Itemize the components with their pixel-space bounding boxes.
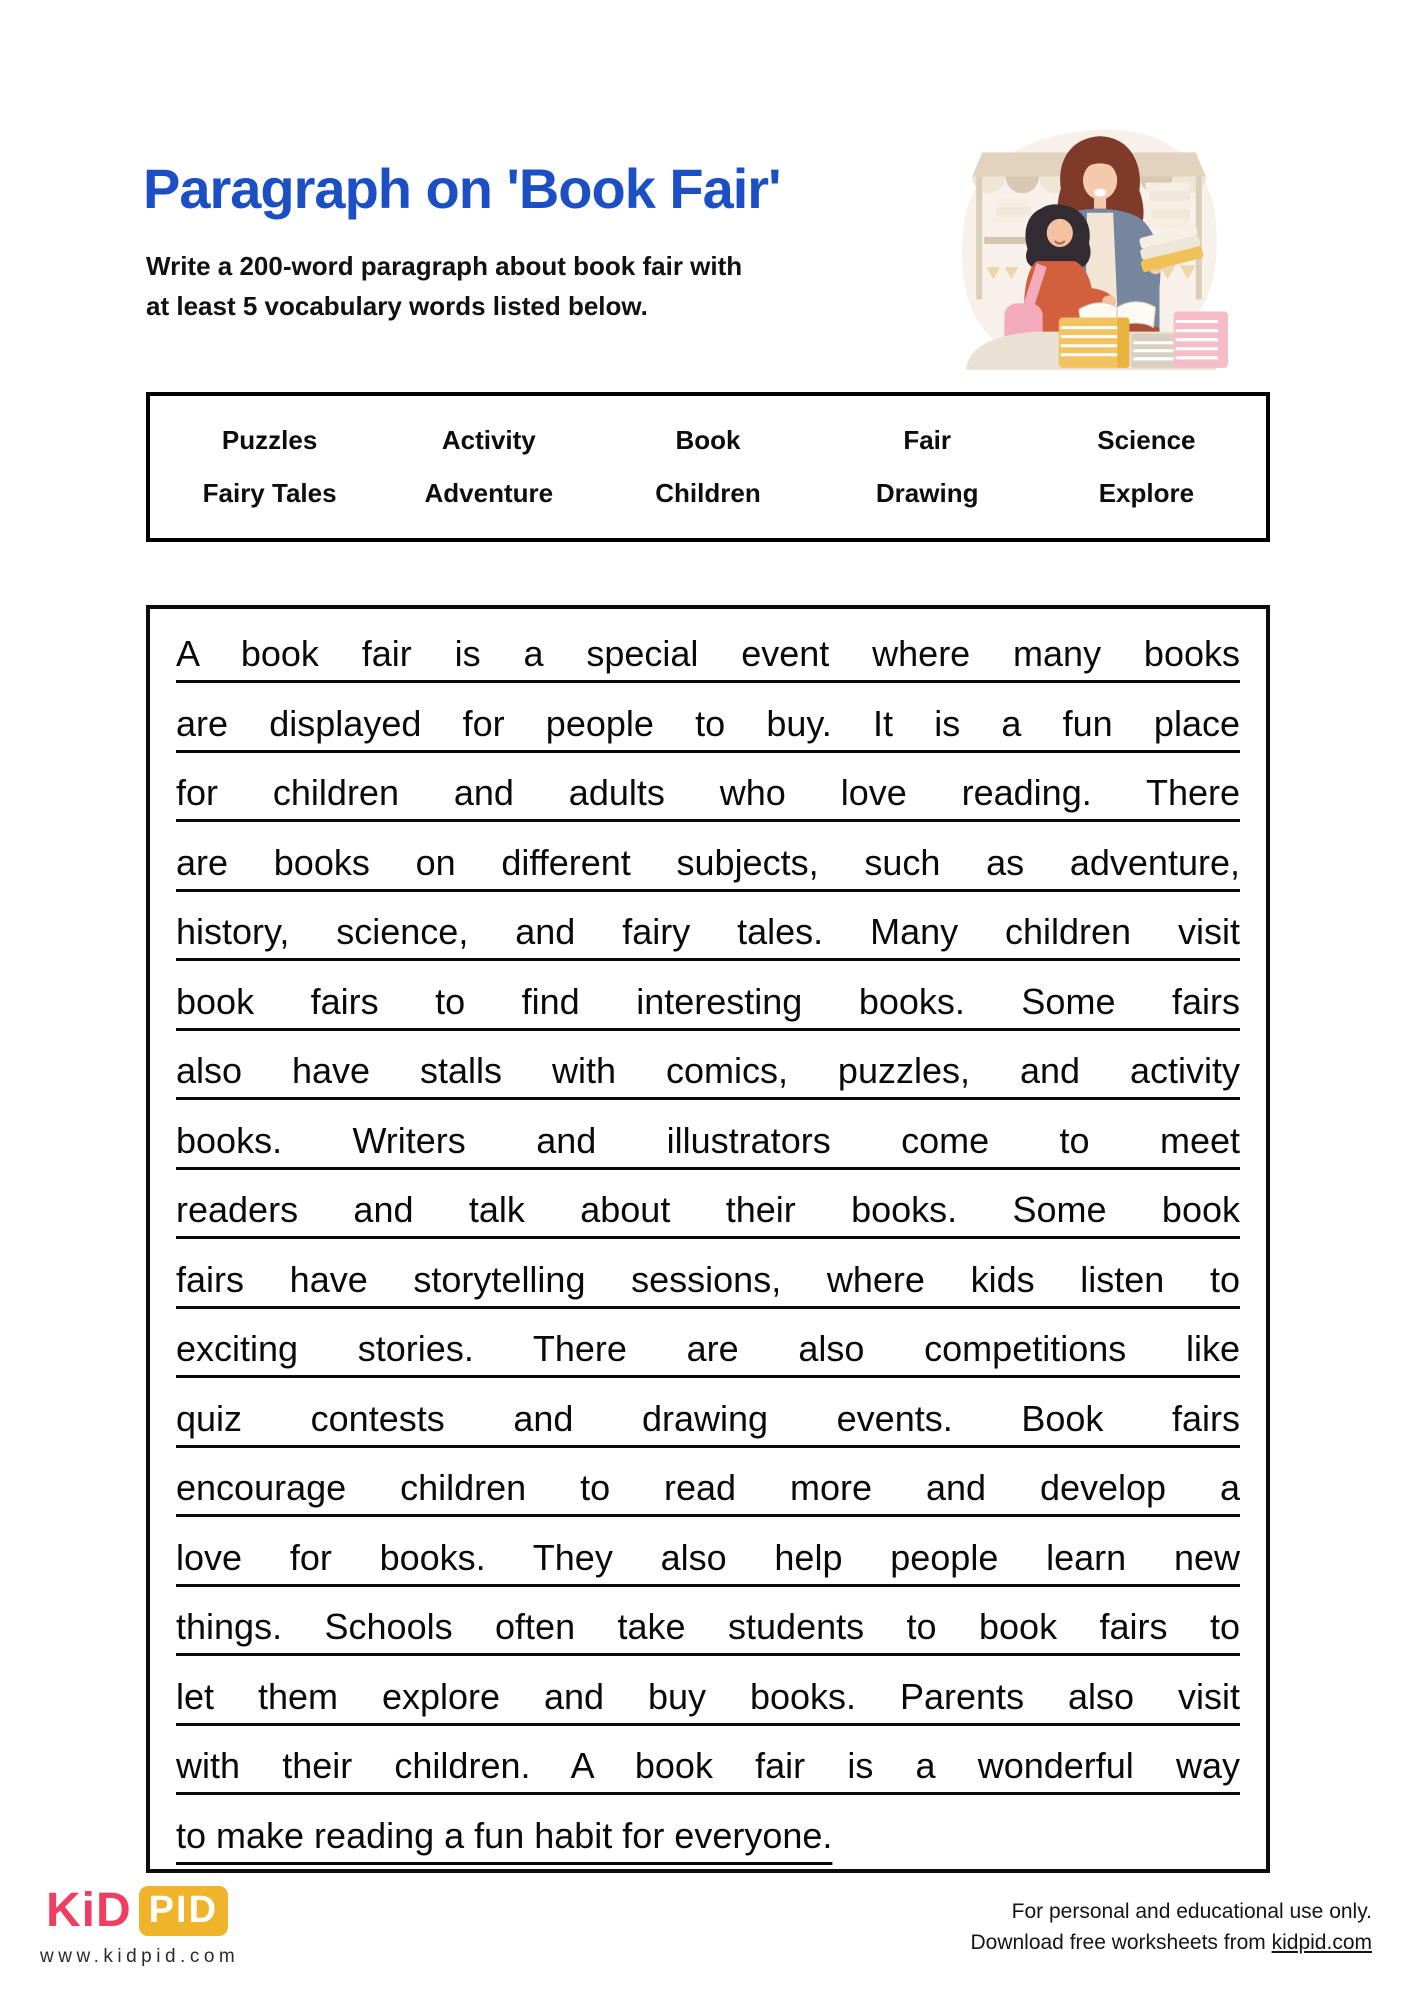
kidpid-logo	[46, 1886, 228, 1936]
paragraph-line: encourage children to read more and develop a	[176, 1467, 1240, 1508]
paragraph-line: exciting stories. There are also competitions like	[176, 1328, 1240, 1369]
vocabulary-row-2	[160, 478, 1256, 509]
vocabulary-box	[146, 392, 1270, 542]
yellow-book-stack	[1059, 318, 1130, 368]
book-fair-illustration	[948, 118, 1230, 370]
usage-notice-line-2	[970, 1927, 1372, 1958]
paragraph-line: book fairs to find interesting books. Some fairs	[176, 980, 1240, 1022]
paragraph-line: are books on different subjects, such as adventure,	[176, 841, 1240, 883]
usage-notice-line-2-text: Download free worksheets from	[970, 1931, 1272, 1954]
paragraph-line: love for books. They also help people learn new	[176, 1536, 1240, 1578]
vocabulary-word: Fair	[903, 424, 952, 455]
logo-website-url: www.kidpid.com	[40, 1946, 240, 1967]
paragraph-line: also have stalls with comics, puzzles, and activity	[176, 1050, 1240, 1091]
vocabulary-word: Explore	[1098, 478, 1195, 509]
logo-pid-badge: PID	[139, 1886, 228, 1936]
logo-kid-text: KiD	[46, 1884, 132, 1937]
vocabulary-word: Children	[655, 478, 761, 509]
paragraph-line: are displayed for people to buy. It is a fun place	[176, 702, 1240, 744]
usage-notice	[970, 1896, 1372, 1958]
vocabulary-word: Puzzles	[221, 424, 318, 455]
vocabulary-word: Fairy Tales	[202, 478, 337, 509]
kidpid-link[interactable]: kidpid.com	[1271, 1931, 1372, 1954]
pink-book-stack	[1174, 311, 1228, 367]
paragraph-box	[146, 605, 1270, 1873]
paragraph-line: history, science, and fairy tales. Many children visit	[176, 911, 1240, 952]
instructions-line-2: at least 5 vocabulary words listed below.	[146, 291, 648, 321]
paragraph-line: books. Writers and illustrators come to meet	[176, 1119, 1240, 1161]
paragraph-line: let them explore and buy books. Parents also visit	[176, 1675, 1240, 1717]
vocabulary-row-1	[160, 425, 1256, 456]
page-title: Paragraph on 'Book Fair'	[143, 157, 781, 220]
vocabulary-word: Activity	[441, 424, 536, 455]
paragraph-line: fairs have storytelling sessions, where kids listen to	[176, 1258, 1240, 1300]
instructions-line-1: Write a 200-word paragraph about book fair with	[146, 251, 743, 281]
paragraph-line: for children and adults who love reading. There	[176, 772, 1240, 813]
instructions-text	[146, 246, 742, 326]
usage-notice-line-1: For personal and educational use only.	[1011, 1900, 1372, 1923]
paragraph-line: readers and talk about their books. Some book	[176, 1189, 1240, 1230]
paragraph-line: A book fair is a special event where many books	[176, 633, 1240, 674]
vocabulary-word: Drawing	[875, 478, 979, 509]
paragraph-line: quiz contests and drawing events. Book fairs	[176, 1397, 1240, 1439]
vocabulary-word: Book	[675, 424, 741, 455]
paragraph-line: to make reading a fun habit for everyone.	[176, 1814, 833, 1856]
vocabulary-word: Adventure	[424, 478, 554, 509]
paragraph-line: things. Schools often take students to book fairs to	[176, 1606, 1240, 1647]
vocabulary-word: Science	[1097, 424, 1196, 455]
paragraph-line: with their children. A book fair is a wonderful way	[176, 1745, 1240, 1786]
